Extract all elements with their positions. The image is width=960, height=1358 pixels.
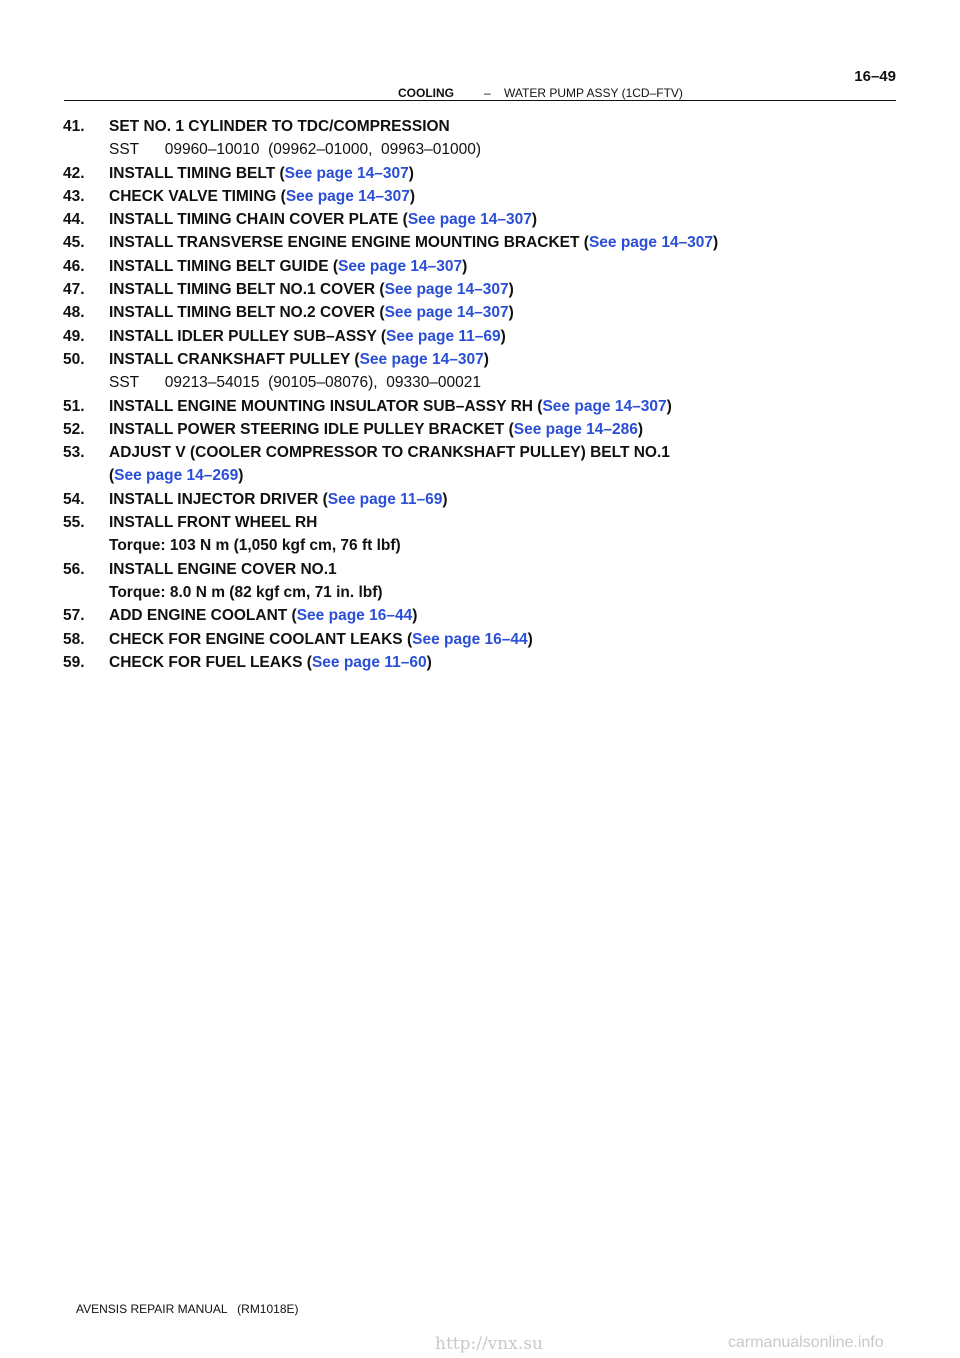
step-close: ) <box>408 164 414 182</box>
step-57 <box>63 604 893 627</box>
step-44 <box>63 208 893 231</box>
page-reference-link[interactable]: See page 11–69 <box>386 327 501 345</box>
header-subsection: WATER PUMP ASSY (1CD–FTV) <box>504 86 683 100</box>
step-text: INSTALL TIMING BELT NO.2 COVER ( <box>109 304 385 322</box>
step-41 <box>63 115 893 162</box>
step-text: INSTALL TIMING BELT GUIDE ( <box>109 257 339 275</box>
step-close: ) <box>426 653 432 671</box>
step-text: INSTALL INJECTOR DRIVER ( <box>109 490 328 508</box>
step-number: 52. <box>63 420 85 438</box>
step-number: 53. <box>63 444 85 462</box>
page-reference-link[interactable]: See page 11–60 <box>311 653 427 671</box>
step-close: ) <box>713 234 719 252</box>
step-text: CHECK FOR ENGINE COOLANT LEAKS ( <box>109 630 413 648</box>
sst-line: SST 09213–54015 (90105–08076), 09330–00021 <box>109 374 482 392</box>
step-46 <box>63 255 893 278</box>
torque-spec: Torque: 103 N m (1,050 kgf cm, 76 ft lbf) <box>109 537 401 555</box>
step-number: 45. <box>63 234 85 252</box>
step-text: INSTALL TIMING CHAIN COVER PLATE ( <box>109 211 408 229</box>
page-reference-link[interactable]: See page 14–307 <box>588 234 714 252</box>
page-reference-link[interactable]: See page 16–44 <box>296 607 413 625</box>
step-number: 46. <box>63 257 85 275</box>
step-close: ) <box>462 257 468 275</box>
step-58 <box>63 628 893 651</box>
header-section: COOLING <box>398 86 454 100</box>
page-reference-link[interactable]: See page 14–307 <box>284 164 409 182</box>
page-reference-link[interactable]: See page 14–307 <box>384 281 509 299</box>
header-rule <box>64 100 896 101</box>
manual-footer: AVENSIS REPAIR MANUAL (RM1018E) <box>76 1302 299 1316</box>
page-reference-link[interactable]: See page 14–307 <box>407 211 532 229</box>
step-number: 41. <box>63 118 85 135</box>
watermark-right: carmanualsonline.info <box>728 1334 884 1351</box>
step-number: 57. <box>63 607 85 625</box>
page-reference-link[interactable]: See page 11–69 <box>327 490 443 508</box>
step-close: ) <box>527 630 533 648</box>
step-text: INSTALL ENGINE COVER NO.1 <box>109 560 337 578</box>
page-reference-link[interactable]: See page 14–307 <box>285 187 410 205</box>
step-number: 50. <box>63 350 85 368</box>
step-text: INSTALL TIMING BELT ( <box>109 164 285 182</box>
step-close: ) <box>442 490 448 508</box>
step-text: CHECK FOR FUEL LEAKS ( <box>109 653 312 671</box>
step-text: INSTALL TIMING BELT NO.1 COVER ( <box>109 281 385 299</box>
page-header <box>64 62 896 102</box>
step-50 <box>63 348 893 395</box>
step-close: ) <box>637 420 644 438</box>
page-reference-link[interactable]: See page 14–307 <box>542 397 667 415</box>
step-close: ) <box>531 211 538 229</box>
step-number: 59. <box>63 653 85 671</box>
step-51 <box>63 395 893 418</box>
step-48 <box>63 301 893 324</box>
step-number: 48. <box>63 304 85 322</box>
page-reference-link[interactable]: See page 14–307 <box>359 350 484 368</box>
step-text: ADJUST V (COOLER COMPRESSOR TO CRANKSHAFT PULLEY) BELT NO.1 <box>109 444 670 462</box>
step-close: ) <box>238 467 244 485</box>
step-text: INSTALL CRANKSHAFT PULLEY ( <box>109 350 360 368</box>
step-text: INSTALL ENGINE MOUNTING INSULATOR SUB–ASSY RH ( <box>109 397 543 415</box>
step-45 <box>63 231 893 254</box>
watermark-left: http://vnx.su <box>435 1334 543 1354</box>
step-49 <box>63 325 893 348</box>
step-close: ) <box>508 281 514 299</box>
header-separator: – <box>484 86 491 100</box>
step-close: ) <box>412 607 418 625</box>
step-number: 54. <box>63 490 85 508</box>
step-number: 43. <box>63 187 85 205</box>
step-56 <box>63 558 893 605</box>
step-53 <box>63 441 893 488</box>
step-close: ) <box>500 327 506 345</box>
page-reference-link[interactable]: See page 14–307 <box>384 304 509 322</box>
torque-spec: Torque: 8.0 N m (82 kgf cm, 71 in. lbf) <box>109 583 383 601</box>
step-close: ) <box>666 397 672 415</box>
procedure-steps <box>63 115 893 674</box>
step-text: ADD ENGINE COOLANT ( <box>109 607 297 625</box>
step-text: INSTALL FRONT WHEEL RH <box>109 514 318 532</box>
step-number: 47. <box>63 281 85 299</box>
step-59 <box>63 651 893 674</box>
step-close: ) <box>483 350 489 368</box>
step-54 <box>63 488 893 511</box>
step-42 <box>63 162 893 185</box>
step-text: INSTALL POWER STEERING IDLE PULLEY BRACKET ( <box>109 420 514 438</box>
step-47 <box>63 278 893 301</box>
step-number: 44. <box>63 211 85 229</box>
step-number: 42. <box>63 164 85 182</box>
step-number: 55. <box>63 514 85 532</box>
step-text: CHECK VALVE TIMING ( <box>109 187 286 205</box>
step-close: ) <box>409 187 416 205</box>
step-number: 49. <box>63 327 85 345</box>
page-reference-link[interactable]: See page 14–286 <box>513 420 638 438</box>
step-55 <box>63 511 893 558</box>
step-number: 58. <box>63 630 85 648</box>
page-reference-link[interactable]: See page 14–269 <box>114 467 239 485</box>
step-number: 51. <box>63 397 85 415</box>
page-reference-link[interactable]: See page 16–44 <box>412 630 528 648</box>
step-43 <box>63 185 893 208</box>
step-number: 56. <box>63 560 85 578</box>
page-reference-link[interactable]: See page 14–307 <box>338 257 463 275</box>
step-open: ( <box>109 467 115 485</box>
step-52 <box>63 418 893 441</box>
step-text: INSTALL IDLER PULLEY SUB–ASSY ( <box>109 327 387 345</box>
step-text: SET NO. 1 CYLINDER TO TDC/COMPRESSION <box>109 118 450 135</box>
step-close: ) <box>508 304 514 322</box>
page-number: 16–49 <box>854 68 896 85</box>
step-text: INSTALL TRANSVERSE ENGINE ENGINE MOUNTING BRACKET ( <box>109 234 589 252</box>
sst-line: SST 09960–10010 (09962–01000, 09963–01000) <box>109 141 482 159</box>
